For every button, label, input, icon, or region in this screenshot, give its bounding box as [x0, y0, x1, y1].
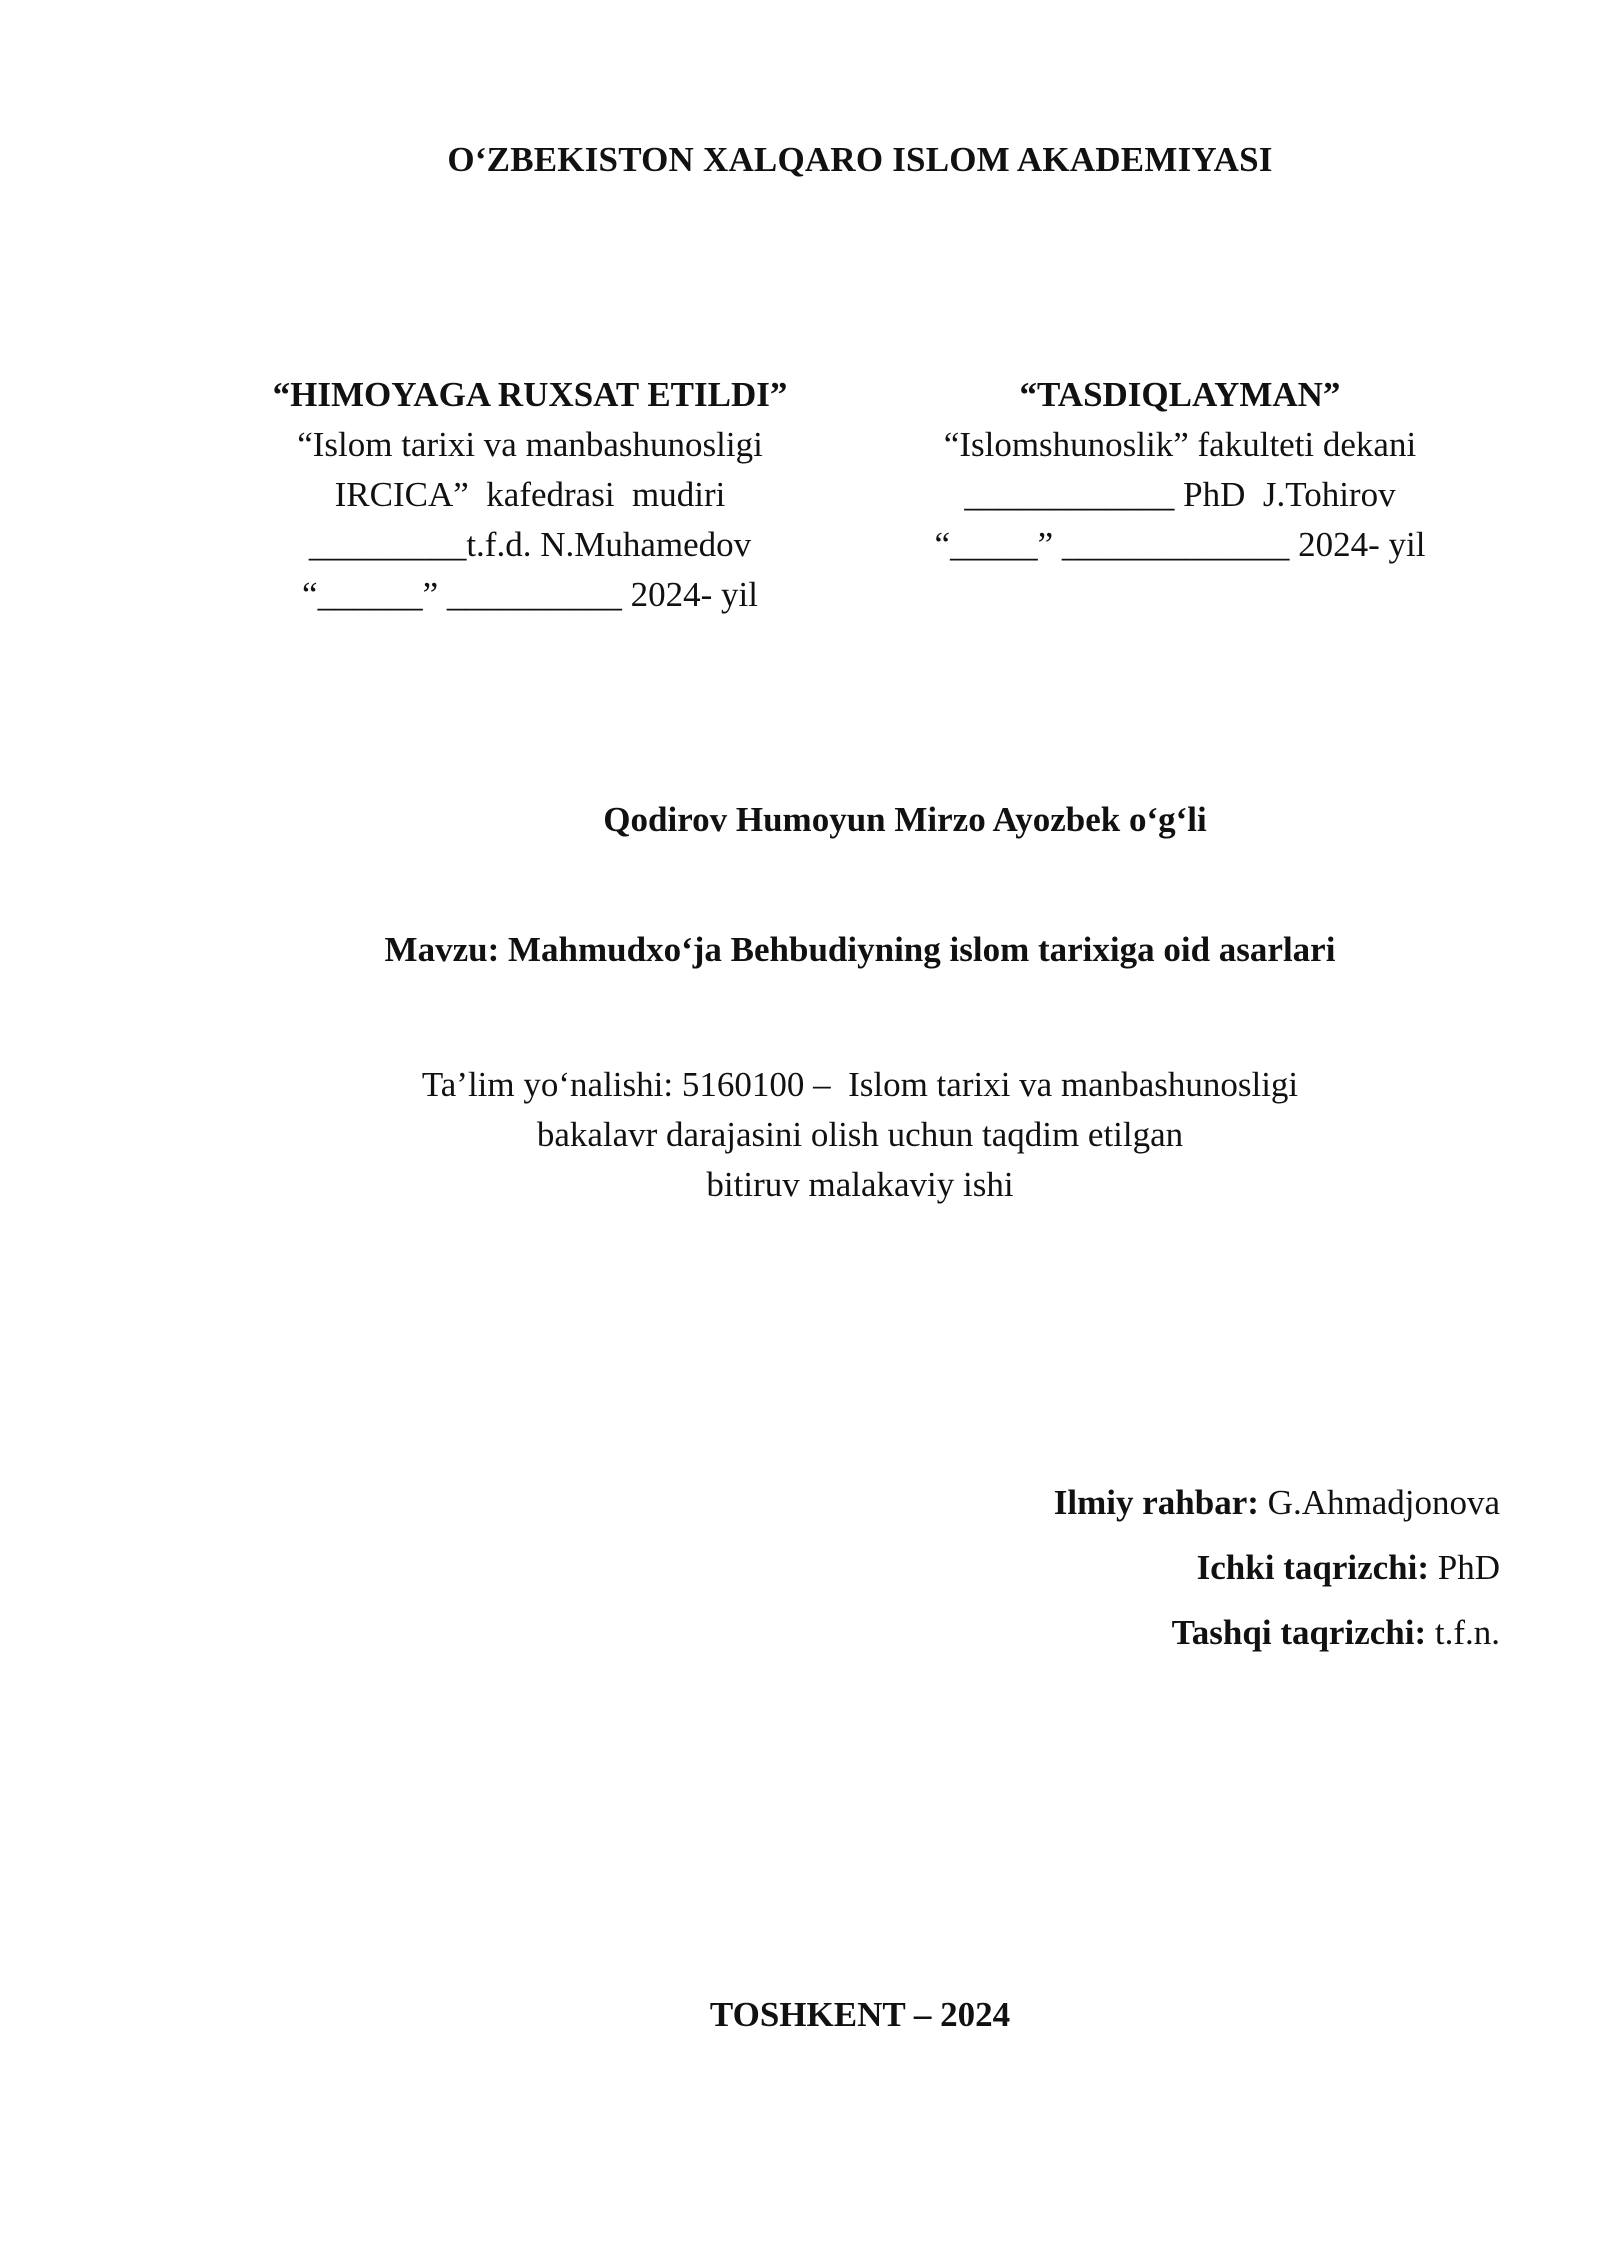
approval-confirm-heading: “TASDIQLAYMAN”	[1019, 375, 1341, 414]
approval-permission-signature: _________t.f.d. N.Muhamedov	[308, 525, 752, 564]
reviewer-label: Ichki taqrizchi:	[1196, 1548, 1429, 1587]
approval-confirm-date: “_____” _____________ 2024- yil	[934, 525, 1426, 564]
city-year: TOSHKENT – 2024	[709, 1995, 1011, 2034]
thesis-description	[0, 1060, 1600, 1210]
approval-permission-line: “Islom tarixi va manbashunosligi	[297, 425, 763, 464]
approval-permission-line: IRCICA” kafedrasi mudiri	[334, 475, 726, 514]
reviewer-supervisor	[1054, 1470, 1500, 1535]
reviewer-label: Tashqi taqrizchi:	[1171, 1613, 1427, 1652]
author-name: Qodirov Humoyun Mirzo Ayozbek o‘g‘li	[603, 800, 1207, 839]
reviewer-label: Ilmiy rahbar:	[1053, 1483, 1259, 1522]
reviewer-external	[1054, 1600, 1500, 1665]
reviewers-list	[1054, 1470, 1500, 1665]
approval-permission-block	[220, 370, 840, 620]
thesis-topic: Mavzu: Mahmudxo‘ja Behbudiyning islom tarixiga oid asarlari	[384, 930, 1336, 969]
approval-confirm-signature: ____________ PhD J.Tohirov	[964, 475, 1396, 514]
approval-confirm-line: “Islomshunoslik” fakulteti dekani	[943, 425, 1417, 464]
approval-permission-date: “______” __________ 2024- yil	[302, 575, 758, 614]
reviewer-value: G.Ahmadjonova	[1258, 1483, 1500, 1522]
reviewer-internal	[1054, 1535, 1500, 1600]
institution-name: O‘ZBEKISTON XALQARO ISLOM AKADEMIYASI	[447, 140, 1273, 179]
reviewer-value: t.f.n.	[1426, 1613, 1500, 1652]
reviewer-value: PhD	[1429, 1548, 1500, 1587]
approval-permission-heading: “HIMOYAGA RUXSAT ETILDI”	[272, 375, 788, 414]
description-line: bakalavr darajasini olish uchun taqdim etilgan	[536, 1115, 1184, 1154]
description-line: Ta’lim yo‘nalishi: 5160100 – Islom tarixi va manbashunosligi	[421, 1065, 1299, 1104]
approval-confirm-block	[870, 370, 1490, 570]
description-line: bitiruv malakaviy ishi	[706, 1165, 1014, 1204]
